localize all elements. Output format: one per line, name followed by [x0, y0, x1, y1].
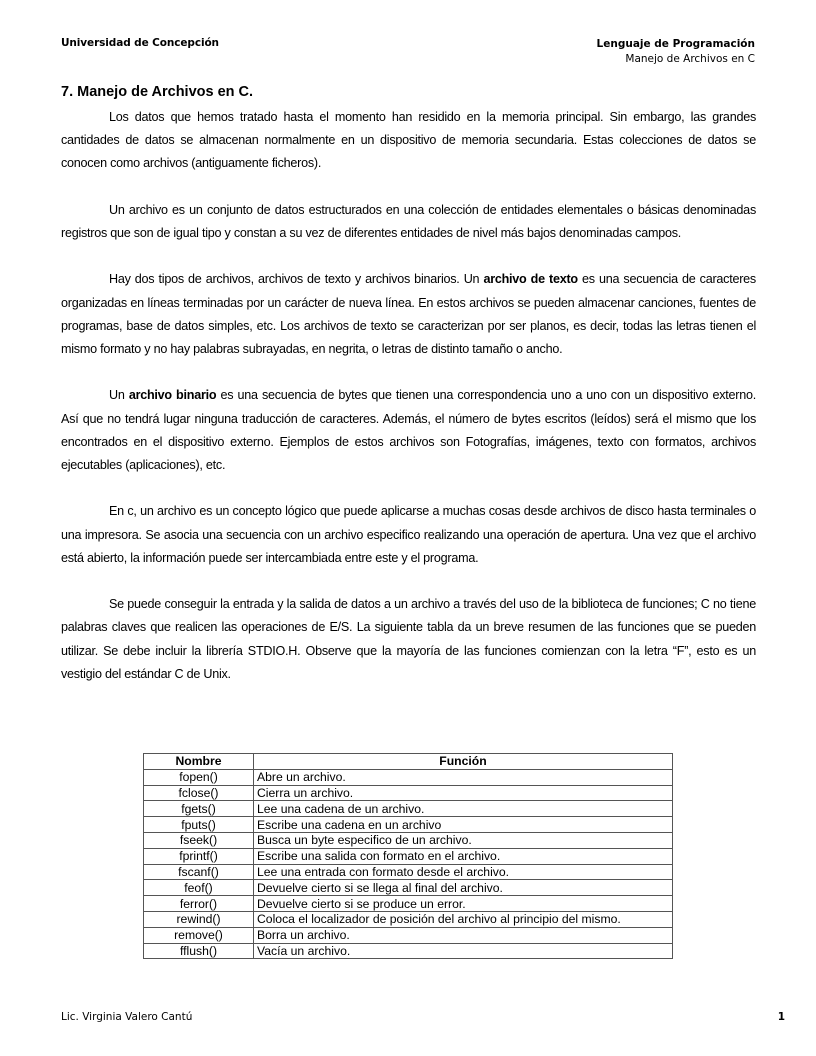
table-row — [144, 880, 673, 896]
function-description: Lee una entrada con formato desde el archivo. — [254, 864, 673, 880]
function-description: Busca un byte especifico de un archivo. — [254, 832, 673, 848]
function-description: Cierra un archivo. — [254, 785, 673, 801]
table-row — [144, 832, 673, 848]
paragraph-5: En c, un archivo es un concepto lógico que puede aplicarse a muchas cosas desde archivos de disco hasta terminales o una impresora. Se asocia una secuencia con un archivo especifico realizando una operación de apertura. Una vez que el archivo está abierto, la información puede ser intercambiada entre este y el programa. — [61, 504, 756, 565]
table-row — [144, 769, 673, 785]
function-name: fprintf() — [144, 848, 254, 864]
body-text — [61, 106, 756, 709]
table-row — [144, 927, 673, 943]
paragraph-3-post: es una secuencia de caracteres organizadas en líneas terminadas por un carácter de nueva línea. En estos archivos se pueden almacenar canciones, fuentes de programas, base de datos simples, etc. Los archivos de texto se caracterizan por ser planos, es decir, todas las letras tienen el mismo formato y no hay palabras subrayadas, en negrita, o letras de distinto tamaño o ancho. — [61, 272, 756, 356]
function-name: remove() — [144, 927, 254, 943]
function-description: Vacía un archivo. — [254, 943, 673, 959]
function-name: fgets() — [144, 801, 254, 817]
function-description: Devuelve cierto si se produce un error. — [254, 896, 673, 912]
header-topic: Manejo de Archivos en C — [625, 53, 755, 65]
function-name: rewind() — [144, 911, 254, 927]
column-header-nombre: Nombre — [144, 754, 254, 770]
paragraph-3-pre: Hay dos tipos de archivos, archivos de texto y archivos binarios. Un — [109, 272, 484, 287]
paragraph-1: Los datos que hemos tratado hasta el momento han residido en la memoria principal. Sin embargo, las grandes cantidades de datos se almacenan normalmente en un dispositivo de memoria secundaria. Estas colecciones de datos se conocen como archivos (antiguamente ficheros). — [61, 110, 756, 171]
function-description: Coloca el localizador de posición del archivo al principio del mismo. — [254, 911, 673, 927]
table-row — [144, 848, 673, 864]
table-row — [144, 785, 673, 801]
header-course: Lenguaje de Programación — [596, 38, 755, 50]
function-description: Abre un archivo. — [254, 769, 673, 785]
paragraph-4-pre: Un — [109, 388, 129, 403]
function-name: fputs() — [144, 817, 254, 833]
table-row — [144, 801, 673, 817]
function-name: feof() — [144, 880, 254, 896]
function-description: Borra un archivo. — [254, 927, 673, 943]
table-row — [144, 911, 673, 927]
function-name: fopen() — [144, 769, 254, 785]
paragraph-4-post: es una secuencia de bytes que tienen una correspondencia uno a uno con un dispositivo externo. Así que no tendrá lugar ninguna traducción de caracteres. Además, el número de bytes escritos (leídos) será el mismo que los encontrados en el dispositivo externo. Ejemplos de estos archivos son Fotografías, imágenes, texto con formatos, archivos ejecutables (aplicaciones), etc. — [61, 388, 756, 472]
table-row — [144, 817, 673, 833]
function-name: fclose() — [144, 785, 254, 801]
paragraph-4 — [61, 384, 756, 477]
term-archivo-de-texto: archivo de texto — [483, 272, 578, 287]
section-title: 7. Manejo de Archivos en C. — [61, 84, 254, 100]
table-row — [144, 896, 673, 912]
function-name: fseek() — [144, 832, 254, 848]
function-description: Escribe una cadena en un archivo — [254, 817, 673, 833]
function-description: Devuelve cierto si se llega al final del archivo. — [254, 880, 673, 896]
term-archivo-binario: archivo binario — [128, 388, 217, 403]
column-header-funcion: Función — [254, 754, 673, 770]
table-row — [144, 864, 673, 880]
function-description: Escribe una salida con formato en el archivo. — [254, 848, 673, 864]
function-name: ferror() — [144, 896, 254, 912]
functions-table — [143, 753, 673, 959]
paragraph-6: Se puede conseguir la entrada y la salida de datos a un archivo a través del uso de la biblioteca de funciones; C no tiene palabras claves que realicen las operaciones de E/S. La siguiente tabla da un breve resumen de las funciones que se pueden utilizar. Se debe incluir la librería STDIO.H. Observe que la mayoría de las funciones comienzan con la letra “F”, esto es un vestigio del estándar C de Unix. — [61, 597, 756, 681]
function-description: Lee una cadena de un archivo. — [254, 801, 673, 817]
table-row — [144, 943, 673, 959]
function-name: fflush() — [144, 943, 254, 959]
function-name: fscanf() — [144, 864, 254, 880]
paragraph-3 — [61, 268, 756, 361]
paragraph-2: Un archivo es un conjunto de datos estructurados en una colección de entidades elementales o básicas denominadas registros que son de igual tipo y constan a su vez de diferentes entidades de nivel más bajos denominadas campos. — [61, 202, 756, 240]
header-right — [597, 37, 755, 67]
header-institution: Universidad de Concepción — [61, 37, 219, 49]
table-header-row — [144, 754, 673, 770]
page-number: 1 — [777, 1011, 785, 1023]
footer-author: Lic. Virginia Valero Cantú — [61, 1011, 193, 1023]
